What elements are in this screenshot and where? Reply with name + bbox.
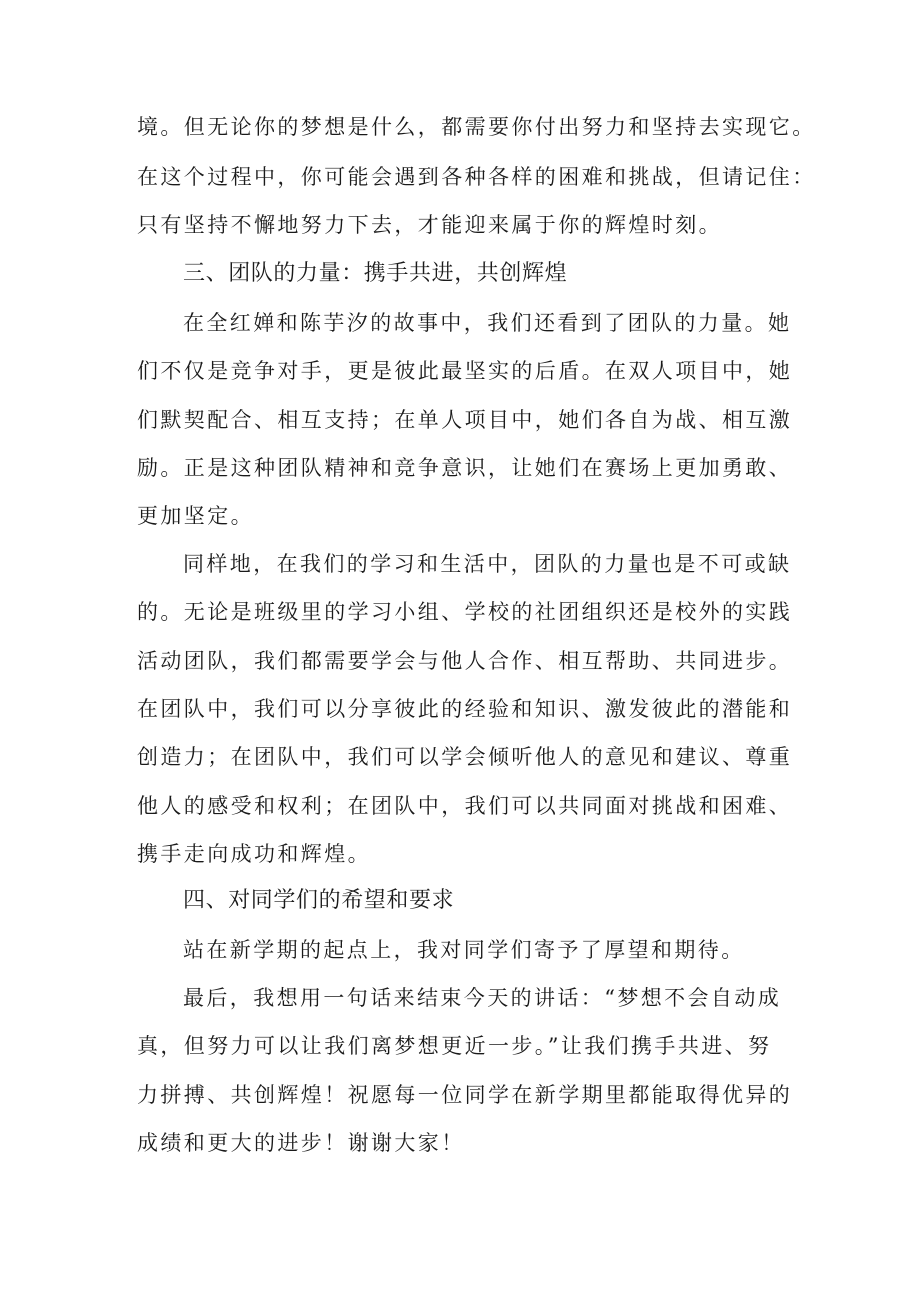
paragraph-line: 更加坚定。 xyxy=(137,504,254,528)
paragraph-line: 同样地，在我们的学习和生活中，团队的力量也是不可或缺 xyxy=(183,552,792,576)
paragraph-line: 在团队中，我们可以分享彼此的经验和知识、激发彼此的潜能和 xyxy=(137,697,793,721)
section-heading-4: 四、对同学们的希望和要求 xyxy=(183,888,455,913)
paragraph-line: 的。无论是班级里的学习小组、学校的社团组织还是校外的实践 xyxy=(137,600,793,624)
paragraph-line: 活动团队，我们都需要学会与他人合作、相互帮助、共同进步。 xyxy=(137,649,793,673)
paragraph-line: 境。但无论你的梦想是什么，都需要你付出努力和坚持去实现它。 xyxy=(137,115,816,139)
paragraph-line: 站在新学期的起点上，我对同学们寄予了厚望和期待。 xyxy=(183,938,745,962)
paragraph-line: 力拼搏、共创辉煌！祝愿每一位同学在新学期里都能取得优异的 xyxy=(137,1083,793,1107)
paragraph-line: 只有坚持不懈地努力下去，才能迎来属于你的辉煌时刻。 xyxy=(137,213,722,237)
paragraph-line: 真，但努力可以让我们离梦想更近一步。”让我们携手共进、努 xyxy=(137,1034,772,1058)
paragraph-line: 他人的感受和权利；在团队中，我们可以共同面对挑战和困难、 xyxy=(137,794,793,818)
paragraph-line: 携手走向成功和辉煌。 xyxy=(137,842,371,866)
section-heading-3: 三、团队的力量：携手共进，共创辉煌 xyxy=(183,261,568,286)
paragraph-line: 在这个过程中，你可能会遇到各种各样的困难和挑战，但请记住： xyxy=(137,165,816,189)
paragraph-line: 在全红婵和陈芋汐的故事中，我们还看到了团队的力量。她 xyxy=(183,311,792,335)
paragraph-line: 们默契配合、相互支持；在单人项目中，她们各自为战、相互激 xyxy=(137,408,793,432)
paragraph-line: 成绩和更大的进步！谢谢大家！ xyxy=(137,1131,465,1155)
paragraph-line: 励。正是这种团队精神和竞争意识，让她们在赛场上更加勇敢、 xyxy=(137,456,793,480)
paragraph-line: 们不仅是竞争对手，更是彼此最坚实的后盾。在双人项目中，她 xyxy=(137,359,793,383)
paragraph-line: 创造力；在团队中，我们可以学会倾听他人的意见和建议、尊重 xyxy=(137,745,793,769)
paragraph-line: 最后，我想用一句话来结束今天的讲话：“梦想不会自动成 xyxy=(183,986,782,1010)
